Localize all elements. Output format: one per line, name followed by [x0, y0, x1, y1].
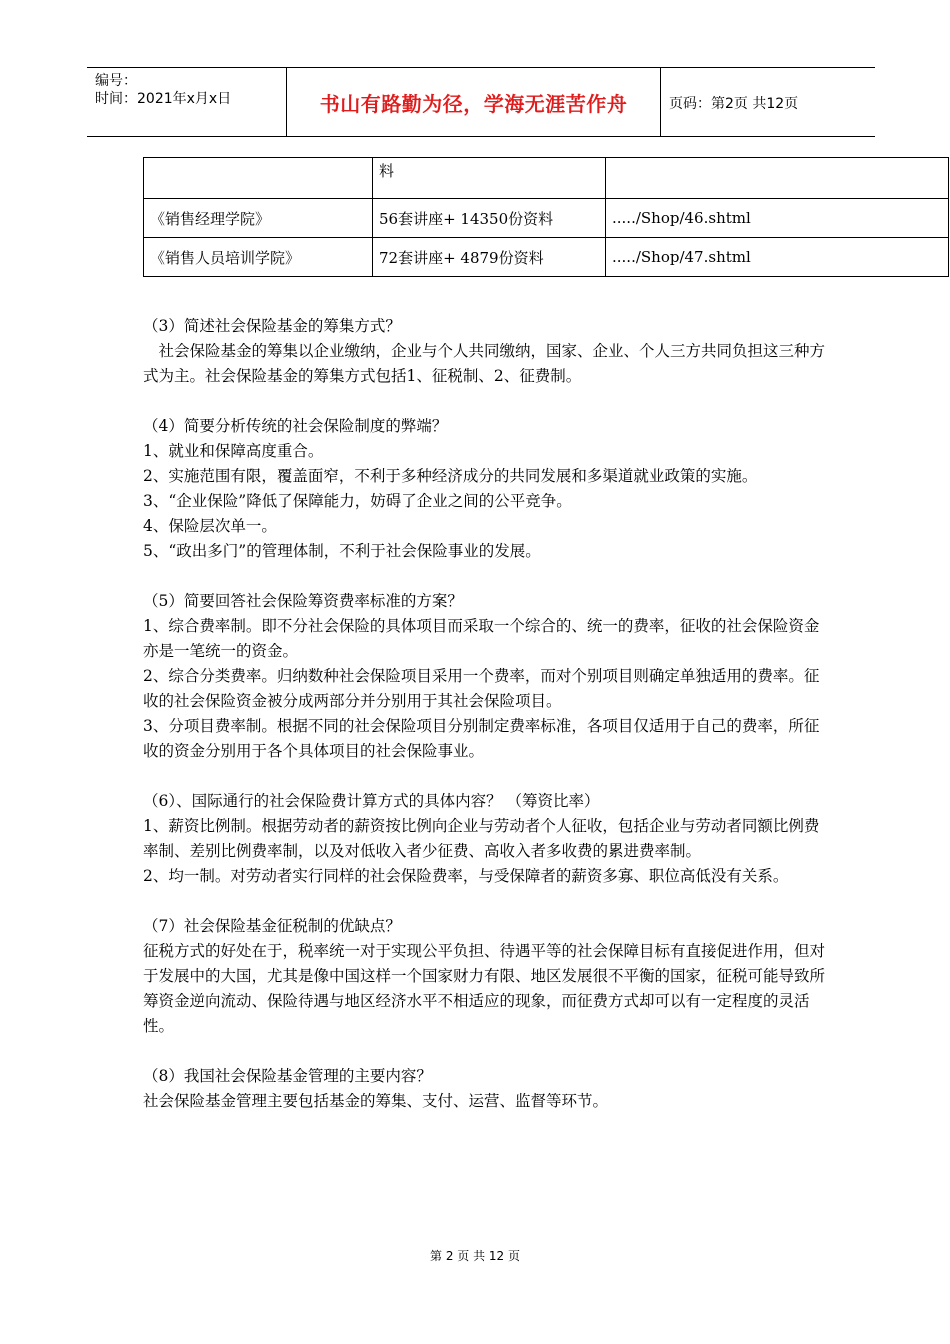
- answer-paragraph: 4、保险层次单一。: [143, 517, 277, 535]
- table-cell: 56套讲座+ 14350份资料: [373, 199, 606, 238]
- answer-paragraph: 社会保险基金管理主要包括基金的筹集、支付、运营、监督等环节。: [143, 1092, 609, 1110]
- answer-paragraph: 5、“政出多门”的管理体制，不利于社会保险事业的发展。: [143, 542, 541, 560]
- resource-table: [143, 157, 949, 277]
- table-link-cell[interactable]: ...../Shop/46.shtml: [606, 199, 949, 238]
- question-heading: （6）、国际通行的社会保险费计算方式的具体内容？ （筹资比率）: [143, 792, 600, 810]
- answer-paragraph: 2、均一制。对劳动者实行同样的社会保险费率，与受保障者的薪资多寡、职位高低没有关系。: [143, 867, 789, 885]
- table-row: [144, 158, 949, 199]
- number-label: 编号：: [95, 73, 137, 89]
- table-cell: [606, 158, 949, 199]
- answer-paragraph: 1、薪资比例制。根据劳动者的薪资按比例向企业与劳动者个人征收，包括企业与劳动者同额比例费率制、差别比例费率制，以及对低收入者少征费、高收入者多收费的累进费率制。: [143, 817, 820, 860]
- question-heading: （5）简要回答社会保险筹资费率标准的方案？: [143, 592, 463, 610]
- header-motto: 书山有路勤为径，学海无涯苦作舟: [286, 68, 661, 136]
- header-meta: [95, 72, 231, 108]
- table-cell: 《销售人员培训学院》: [144, 238, 373, 277]
- page-header: [87, 67, 875, 137]
- time-label: 时间：2021年x月x日: [95, 91, 232, 107]
- question-heading: （3）简述社会保险基金的筹集方式？: [143, 317, 401, 335]
- question-heading: （4）简要分析传统的社会保险制度的弊端？: [143, 417, 448, 435]
- question-heading: （7）社会保险基金征税制的优缺点？: [143, 917, 401, 935]
- answer-paragraph: 1、综合费率制。即不分社会保险的具体项目而采取一个综合的、统一的费率，征收的社会保险资金亦是一笔统一的资金。: [143, 617, 820, 660]
- answer-paragraph: 征税方式的好处在于，税率统一对于实现公平负担、待遇平等的社会保障目标有直接促进作用，但对于发展中的大国，尤其是像中国这样一个国家财力有限、地区发展很不平衡的国家，征税可能导致所筹资金逆向流动、保险待遇与地区经济水平不相适应的现象，而征费方式却可以有一定程度的灵活性。: [143, 942, 826, 1035]
- document-body: [143, 314, 833, 1114]
- table-row: [144, 238, 949, 277]
- page-indicator: 页码：第2页 共12页: [669, 96, 799, 112]
- table-cell: 72套讲座+ 4879份资料: [373, 238, 606, 277]
- table-cell: 料: [373, 158, 606, 199]
- answer-paragraph: 3、分项目费率制。根据不同的社会保险项目分别制定费率标准，各项目仅适用于自己的费率，所征收的资金分别用于各个具体项目的社会保险事业。: [143, 717, 820, 760]
- table-cell: 《销售经理学院》: [144, 199, 373, 238]
- answer-paragraph: 社会保险基金的筹集以企业缴纳，企业与个人共同缴纳，国家、企业、个人三方共同负担这三种方式为主。社会保险基金的筹集方式包括1、征税制、2、征费制。: [143, 342, 826, 385]
- table-cell: [144, 158, 373, 199]
- answer-paragraph: 3、“企业保险”降低了保障能力，妨碍了企业之间的公平竞争。: [143, 492, 572, 510]
- question-heading: （8）我国社会保险基金管理的主要内容？: [143, 1067, 432, 1085]
- answer-paragraph: 1、就业和保障高度重合。: [143, 442, 324, 460]
- page-footer: 第 2 页 共 12 页: [430, 1249, 520, 1263]
- table-link-cell[interactable]: ...../Shop/47.shtml: [606, 238, 949, 277]
- answer-paragraph: 2、实施范围有限，覆盖面窄，不利于多种经济成分的共同发展和多渠道就业政策的实施。: [143, 467, 758, 485]
- table-row: [144, 199, 949, 238]
- answer-paragraph: 2、综合分类费率。归纳数种社会保险项目采用一个费率，而对个别项目则确定单独适用的费率。征收的社会保险资金被分成两部分并分别用于其社会保险项目。: [143, 667, 820, 710]
